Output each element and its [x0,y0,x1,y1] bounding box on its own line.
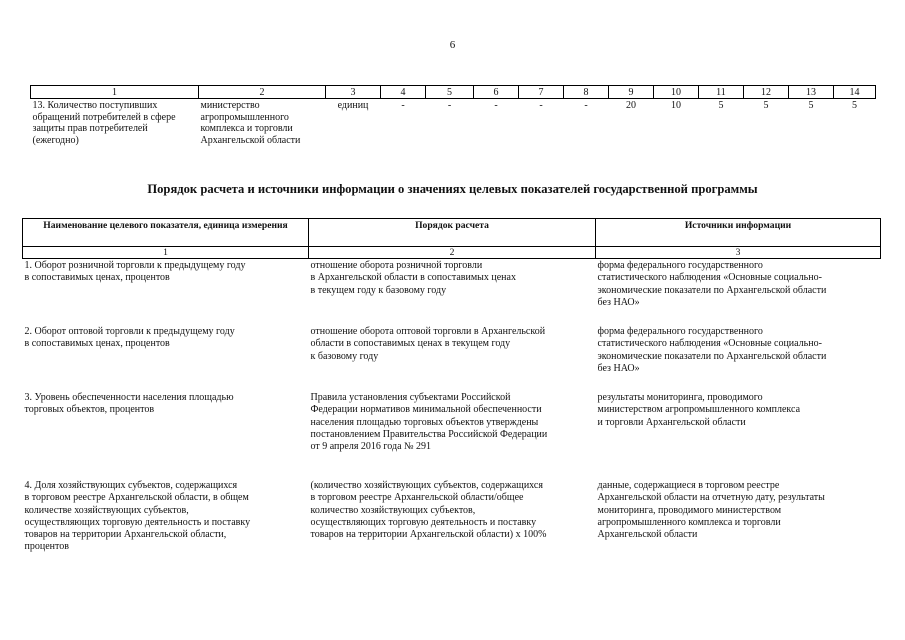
header-row [23,219,881,247]
value-cell: - [401,100,405,111]
table-row [23,392,881,480]
responsible-executor: министерство агропромышленного комплекса и торговли Архангельской области [200,100,301,146]
calculation-table [22,218,881,568]
value-cell: - [539,100,543,111]
column-number: 6 [474,86,519,99]
targets-table-continuation [30,85,876,146]
value-cell: 5 [852,100,857,111]
column-header: Порядок расчета [309,219,596,247]
information-source: результаты мониторинга, проводимого министерством агропромышленного комплекса и торговли Архангельской области [597,392,801,428]
column-number: 1 [31,86,199,99]
column-number: 10 [654,86,699,99]
column-number: 12 [744,86,789,99]
table-row [31,99,876,147]
column-number: 13 [789,86,834,99]
column-number: 9 [609,86,654,99]
column-number: 8 [564,86,609,99]
column-number: 11 [699,86,744,99]
column-number: 2 [199,86,326,99]
column-number: 4 [381,86,426,99]
value-cell: - [494,100,498,111]
value-cell: 5 [763,100,769,111]
calculation-method: (количество хозяйствующих субъектов, содержащихся в торговом реестре Архангельской области/общее количество хозяйствующих субъектов, осуществляющих торговую деятельность и поставку товаров на территории Архангельской области) х 100% [310,480,547,541]
indicator-name: 2. Оборот оптовой торговли к предыдущему году в сопоставимых ценах, процентов [24,326,235,350]
indicator-name: 13. Количество поступивших обращений потребителей в сфере защиты прав потребителей (ежегодно) [32,100,176,146]
page-number: 6 [449,39,456,51]
table-row [23,480,881,568]
column-number-row [31,86,876,99]
value-cell: 5 [808,100,814,111]
unit-of-measure: единиц [337,100,369,111]
column-number: 2 [309,247,596,259]
column-number: 7 [519,86,564,99]
value-cell: 10 [671,100,681,111]
value-cell: - [447,100,452,111]
column-number: 3 [596,247,881,259]
calculation-method: Правила установления субъектами Российской Федерации нормативов минимальной обеспеченности населения площадью торговых объектов утверждены постановлением Правительства Российской Федерации от 9 апреля 2016 года № 291 [310,392,548,453]
column-number: 1 [23,247,309,259]
column-header: Наименование целевого показателя, единица измерения [23,219,309,247]
table-row [23,259,881,327]
section-title: Порядок расчета и источники информации о значениях целевых показателей государственной программы [147,182,758,196]
value-cell: - [584,100,588,111]
table-row [23,326,881,392]
information-source: форма федерального государственного статистического наблюдения «Основные социально- экономические показатели по Архангельской области без НАО» [597,260,827,308]
column-number-row [23,247,881,259]
indicator-name: 4. Доля хозяйствующих субъектов, содержащихся в торговом реестре Архангельской области, в общем количестве хозяйствующих субъектов, осуществляющих торговую деятельность и поставку товаров на территории Архангельской области, процентов [24,480,251,553]
column-number: 14 [834,86,876,99]
indicator-name: 1. Оборот розничной торговли к предыдущему году в сопоставимых ценах, процентов [24,260,246,284]
column-number: 5 [426,86,474,99]
information-source: форма федерального государственного статистического наблюдения «Основные социально- экономические показатели по Архангельской области без НАО» [597,326,827,374]
calculation-method: отношение оборота оптовой торговли в Архангельской области в сопоставимых ценах в текущем году к базовому году [310,326,546,362]
indicator-name: 3. Уровень обеспеченности населения площадью торговых объектов, процентов [24,392,234,416]
value-cell: 20 [626,100,636,111]
column-number: 3 [326,86,381,99]
calculation-method: отношение оборота розничной торговли в Архангельской области в сопоставимых ценах в текущем году к базовому году [310,260,516,296]
value-cell: 5 [718,100,724,111]
information-source: данные, содержащиеся в торговом реестре Архангельской области на отчетную дату, результаты мониторинга, проводимого министерством агропромышленного комплекса и торговли Архангельской области [597,480,825,541]
column-header: Источники информации [596,219,881,247]
